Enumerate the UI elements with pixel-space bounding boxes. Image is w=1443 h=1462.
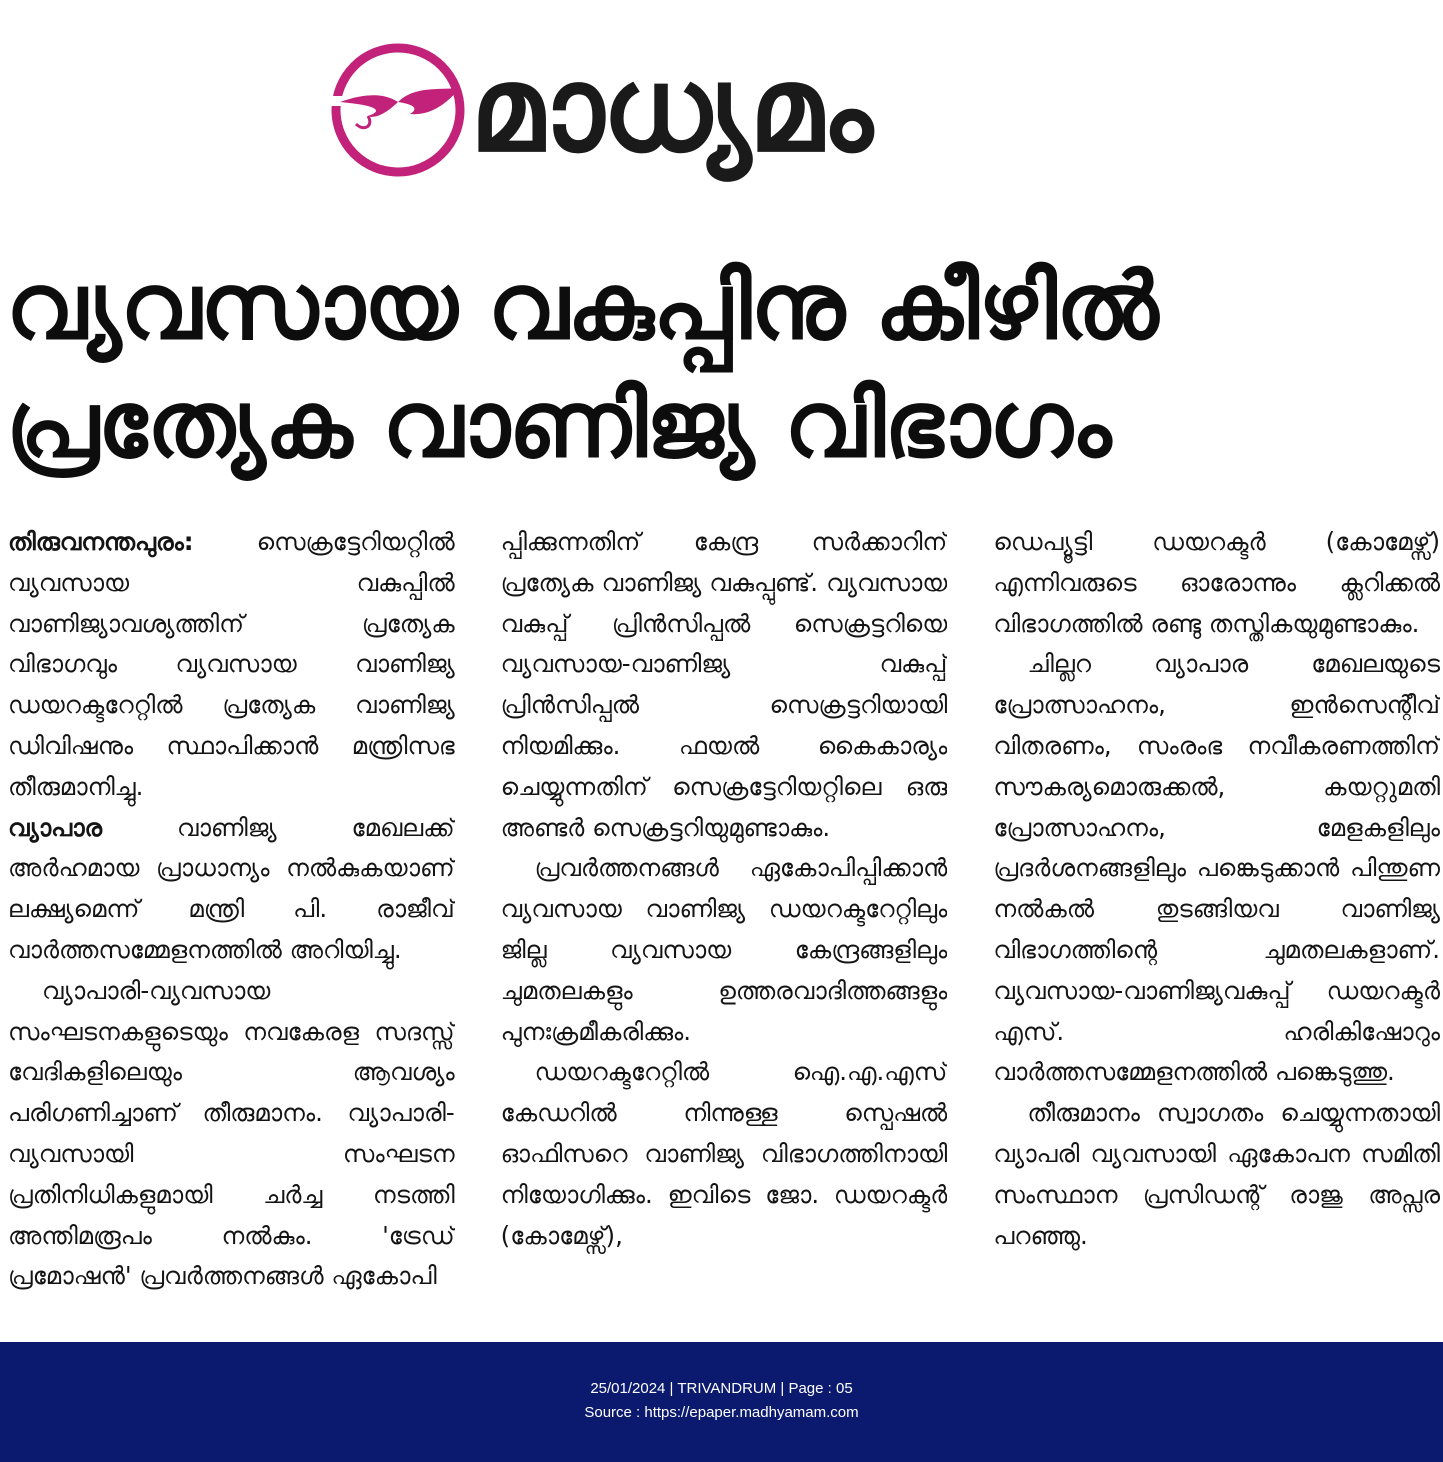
article-paragraph: ചില്ലറ വ്യാപാര മേഖലയുടെ പ്രോത്സാഹനം, ഇൻസെന്റീവ് വിതരണം, സംരംഭ നവീകരണത്തിന് സൗകര്യമൊരുക്കൽ, കയറ്റുമതി പ്രോത്സാഹനം, മേളകളിലും പ്രദർശനങ്ങളിലും പങ്കെടുക്കാൻ പിന്തുണ നൽകൽ തുടങ്ങിയവ വാണിജ്യ വിഭാഗത്തിന്റെ ചുമതലകളാണ്. വ്യവസായ-വാണിജ്യവകുപ്പ് ഡയറക്ടർ എസ്. ഹരികിഷോറും വാർത്തസമ്മേളനത്തിൽ പങ്കെടുത്തു.: [993, 649, 1441, 1087]
paragraph-lead-word: വ്യാപാര: [8, 812, 103, 842]
paragraph-text: വാണിജ്യ മേഖലക്ക് അർഹമായ പ്രാധാന്യം നൽകുകയാണ് ലക്ഷ്യമെന്ന് മന്ത്രി പി. രാജീവ് വാർത്തസമ്മേളനത്തിൽ അറിയിച്ചു.: [8, 812, 455, 964]
source-link[interactable]: Source : https://epaper.madhyamam.com: [584, 1404, 859, 1421]
headline-line-1: വ്യവസായ വകുപ്പിനു കീഴിൽ: [6, 253, 1158, 360]
article-paragraph: [8, 522, 455, 808]
masthead-title: മാധ്യമം: [470, 40, 871, 178]
source-footer: [0, 1342, 1443, 1462]
article-body: [8, 522, 1440, 1340]
paragraph-text: സെക്രട്ടേറിയറ്റിൽ വ്യവസായ വകുപ്പിൽ വാണിജ്യാവശ്യത്തിന് പ്രത്യേക വിഭാഗവും വ്യവസായ വാണിജ്യ ഡയറക്ടറേറ്റിൽ പ്രത്യേക വാണിജ്യ ഡിവിഷനും സ്ഥാപിക്കാൻ മന്ത്രിസഭ തീരുമാനിച്ചു.: [8, 527, 455, 801]
madhyamam-emblem-icon: [328, 40, 468, 180]
article-paragraph: പ്പിക്കുന്നതിന് കേന്ദ്ര സർക്കാറിന് പ്രത്യേക വാണിജ്യ വകുപ്പുണ്ട്. വ്യവസായ വകുപ്പ് പ്രിൻസിപ്പൽ സെക്രട്ടറിയെ വ്യവസായ-വാണിജ്യ വകുപ്പ് പ്രിൻസിപ്പൽ സെക്രട്ടറിയായി നിയമിക്കും. ഫയൽ കൈകാര്യം ചെയ്യുന്നതിന് സെക്രട്ടേറിയറ്റിലെ ഒരു അണ്ടർ സെക്രട്ടറിയുമുണ്ടാകും.: [500, 527, 948, 842]
article-paragraph: ഡയറക്ടറേറ്റിൽ ഐ.എ.എസ് കേഡറിൽ നിന്നുള്ള സ്പെഷൽ ഓഫിസറെ വാണിജ്യ വിഭാഗത്തിനായി നിയോഗിക്കും. ഇവിടെ ജോ. ഡയറക്ടർ (കോമേഴ്സ്),: [500, 1057, 948, 1250]
dateline: തിരുവനന്തപുരം:: [8, 527, 194, 556]
article-column-2: [501, 522, 948, 1340]
article-paragraph: [8, 808, 455, 971]
edition-info: 25/01/2024 | TRIVANDRUM | Page : 05: [590, 1380, 853, 1397]
masthead: [0, 0, 1443, 240]
article-paragraph: ഡെപ്യൂട്ടി ഡയറക്ടർ (കോമേഴ്സ്) എന്നിവരുടെ ഓരോന്നും ക്ലറിക്കൽ വിഭാഗത്തിൽ രണ്ടു തസ്തികയുമുണ്ടാകും.: [993, 527, 1441, 638]
article-column-3: [993, 522, 1440, 1340]
headline-line-2: പ്രത്യേക വാണിജ്യ വിഭാഗം: [6, 371, 1111, 478]
article-column-1: [8, 522, 455, 1340]
headline: [6, 248, 1306, 484]
article-paragraph: പ്രവർത്തനങ്ങൾ ഏകോപിപ്പിക്കാൻ വ്യവസായ വാണിജ്യ ഡയറക്ടറേറ്റിലും ജില്ല വ്യവസായ കേന്ദ്രങ്ങളിലും ചുമതലകളും ഉത്തരവാദിത്തങ്ങളും പുനഃക്രമീകരിക്കും.: [500, 853, 948, 1046]
article-paragraph: വ്യാപാരി-വ്യവസായ സംഘടനകളുടെയും നവകേരള സദസ്സ് വേദികളിലെയും ആവശ്യം പരിഗണിച്ചാണ് തീരുമാനം. വ്യാപാരി-വ്യവസായി സംഘടന പ്രതിനിധികളുമായി ചർച്ച നടത്തി അന്തിമരൂപം നൽകും. 'ട്രേഡ് പ്രമോഷൻ' പ്രവർത്തനങ്ങൾ ഏകോപി: [8, 975, 455, 1291]
article-paragraph: തീരുമാനം സ്വാഗതം ചെയ്യുന്നതായി വ്യാപരി വ്യവസായി ഏകോപന സമിതി സംസ്ഥാന പ്രസിഡന്റ് രാജു അപ്സര പറഞ്ഞു.: [993, 1098, 1441, 1250]
